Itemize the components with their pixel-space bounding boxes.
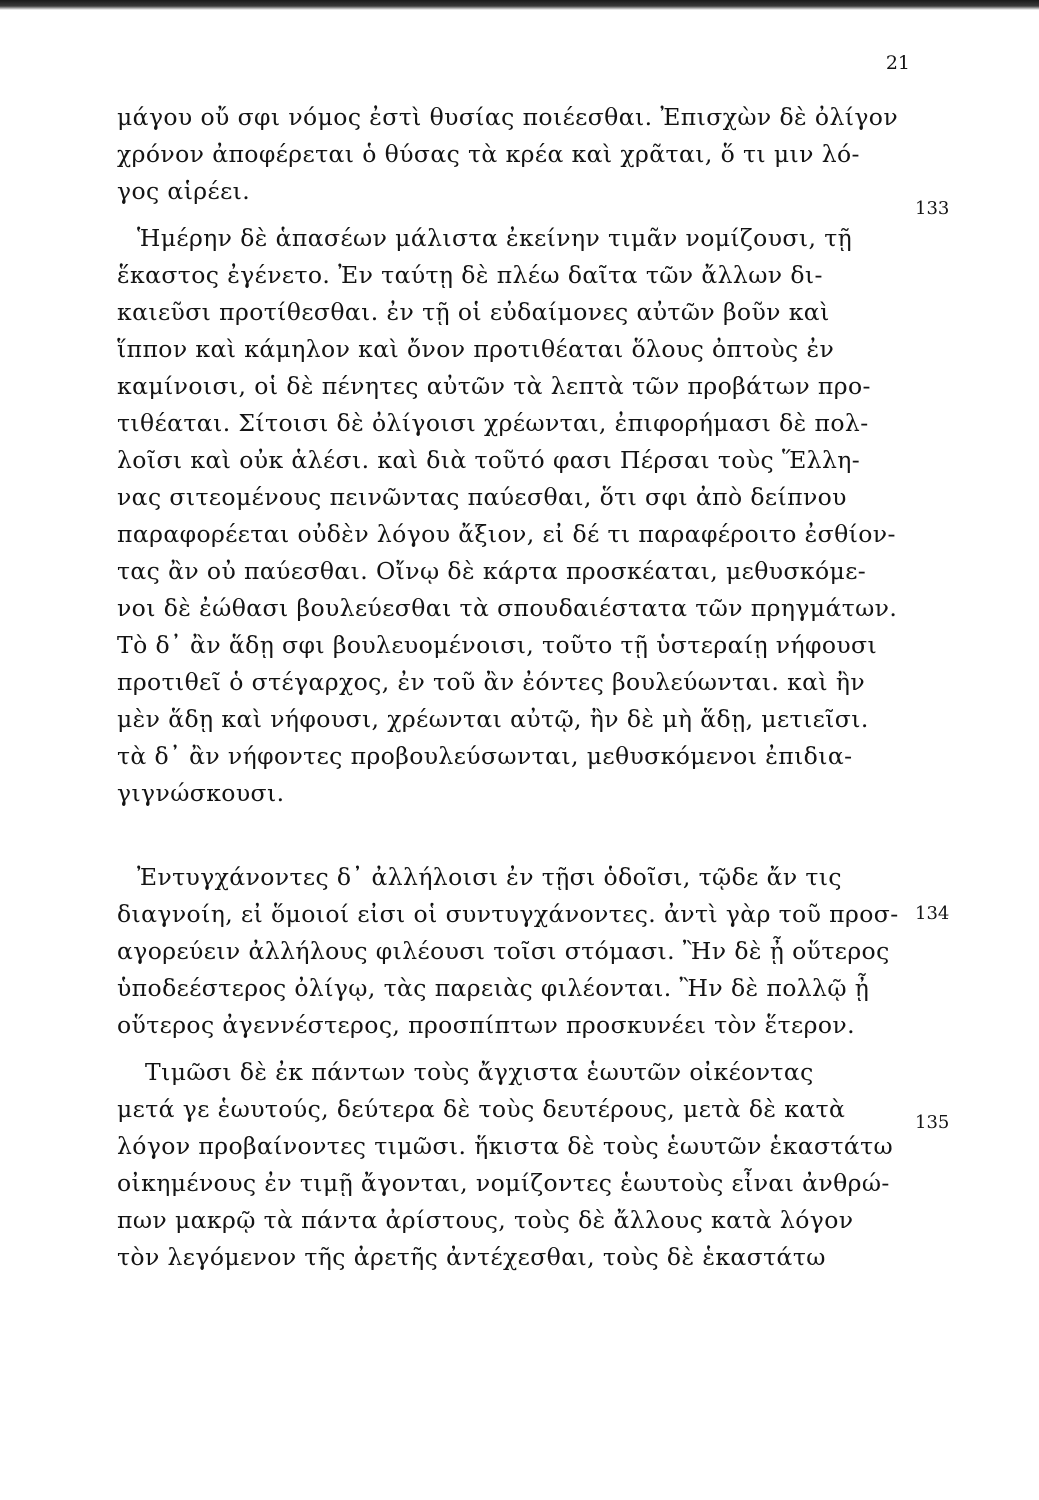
text-line: διαγνοίη, εἰ ὅμοιοί εἰσι οἱ συντυγχάνοντες. ἀντὶ γὰρ τοῦ προσ-	[117, 900, 899, 928]
text-line: μετά γε ἑωυτούς, δεύτερα δὲ τοὺς δευτέρους, μετὰ δὲ κατὰ	[117, 1095, 846, 1123]
text-line: ἕκαστος ἐγένετο. Ἐν ταύτῃ δὲ πλέω δαῖτα τῶν ἄλλων δι-	[117, 261, 823, 289]
text-line: λοῖσι καὶ οὐκ ἁλέσι. καὶ διὰ τοῦτό φασι Πέρσαι τοὺς Ἕλλη-	[117, 446, 861, 474]
text-line: ἵππον καὶ κάμηλον καὶ ὄνον προτιθέαται ὅλους ὀπτοὺς ἐν	[117, 335, 835, 363]
text-line: καιεῦσι προτίθεσθαι. ἐν τῇ οἱ εὐδαίμονες αὐτῶν βοῦν καὶ	[117, 298, 830, 326]
text-line: οὕτερος ἀγεννέστερος, προσπίπτων προσκυνέει τὸν ἕτερον.	[117, 1011, 855, 1039]
section-number: 133	[915, 198, 950, 219]
text-line: Τὸ δ᾽ ἂν ἅδῃ σφι βουλευομένοισι, τοῦτο τῇ ὑστεραίῃ νήφουσι	[117, 631, 878, 659]
greek-text-block	[117, 99, 907, 1276]
text-line: τας ἂν οὐ παύεσθαι. Οἴνῳ δὲ κάρτα προσκέαται, μεθυσκόμε-	[117, 557, 867, 585]
text-line: λόγον προβαίνοντες τιμῶσι. ἥκιστα δὲ τοὺς ἑωυτῶν ἑκαστάτω	[117, 1132, 894, 1160]
text-line: Ἡμέρην δὲ ἁπασέων μάλιστα ἐκείνην τιμᾶν νομίζουσι, τῇ	[137, 224, 853, 252]
text-line: μὲν ἅδῃ καὶ νήφουσι, χρέωνται αὐτῷ, ἢν δὲ μὴ ἅδῃ, μετιεῖσι.	[117, 705, 869, 733]
text-line: οἰκημένους ἐν τιμῇ ἄγονται, νομίζοντες ἑωυτοὺς εἶναι ἀνθρώ-	[117, 1169, 890, 1197]
text-line: τιθέαται. Σίτοισι δὲ ὀλίγοισι χρέωνται, ἐπιφορήμασι δὲ πολ-	[117, 409, 869, 437]
text-line: γος αἱρέει.	[117, 177, 251, 205]
section-number: 134	[915, 903, 950, 924]
text-line: γιγνώσκουσι.	[117, 779, 285, 807]
scan-top-edge	[0, 0, 1039, 10]
text-line: μάγου οὔ σφι νόμος ἐστὶ θυσίας ποιέεσθαι. Ἐπισχὼν δὲ ὀλίγον	[117, 103, 899, 131]
text-line: αγορεύειν ἀλλήλους φιλέουσι τοῖσι στόμασι. Ἢν δὲ ᾖ οὕτερος	[117, 937, 890, 965]
text-line: καμίνοισι, οἱ δὲ πένητες αὐτῶν τὰ λεπτὰ τῶν προβάτων προ-	[117, 372, 871, 400]
page-number: 21	[885, 52, 910, 74]
text-line: τὸν λεγόμενον τῆς ἀρετῆς ἀντέχεσθαι, τοὺς δὲ ἑκαστάτω	[117, 1243, 826, 1271]
text-line: νας σιτεομένους πεινῶντας παύεσθαι, ὅτι σφι ἀπὸ δείπνου	[117, 483, 847, 511]
text-line: τὰ δ᾽ ἂν νήφοντες προβουλεύσωνται, μεθυσκόμενοι ἐπιδια-	[117, 742, 853, 770]
text-line: ὑποδεέστερος ὀλίγῳ, τὰς παρειὰς φιλέονται. Ἢν δὲ πολλῷ ᾖ	[117, 974, 870, 1002]
text-line: Ἐντυγχάνοντες δ᾽ ἀλλήλοισι ἐν τῇσι ὁδοῖσι, τῷδε ἄν τις	[137, 863, 842, 891]
text-line: προτιθεῖ ὁ στέγαρχος, ἐν τοῦ ἂν ἐόντες βουλεύωνται. καὶ ἢν	[117, 668, 866, 696]
text-line: νοι δὲ ἐώθασι βουλεύεσθαι τὰ σπουδαιέστατα τῶν πρηγμάτων.	[117, 594, 898, 622]
text-line: χρόνον ἀποφέρεται ὁ θύσας τὰ κρέα καὶ χρᾶται, ὅ τι μιν λό-	[117, 140, 860, 168]
section-number: 135	[915, 1112, 950, 1133]
text-line: πων μακρῷ τὰ πάντα ἀρίστους, τοὺς δὲ ἄλλους κατὰ λόγον	[117, 1206, 854, 1234]
text-line: Τιμῶσι δὲ ἐκ πάντων τοὺς ἄγχιστα ἑωυτῶν οἰκέοντας	[145, 1058, 814, 1086]
text-line	[117, 812, 907, 849]
text-line: παραφορέεται οὐδὲν λόγου ἄξιον, εἰ δέ τι παραφέροιτο ἐσθίον-	[117, 520, 896, 548]
